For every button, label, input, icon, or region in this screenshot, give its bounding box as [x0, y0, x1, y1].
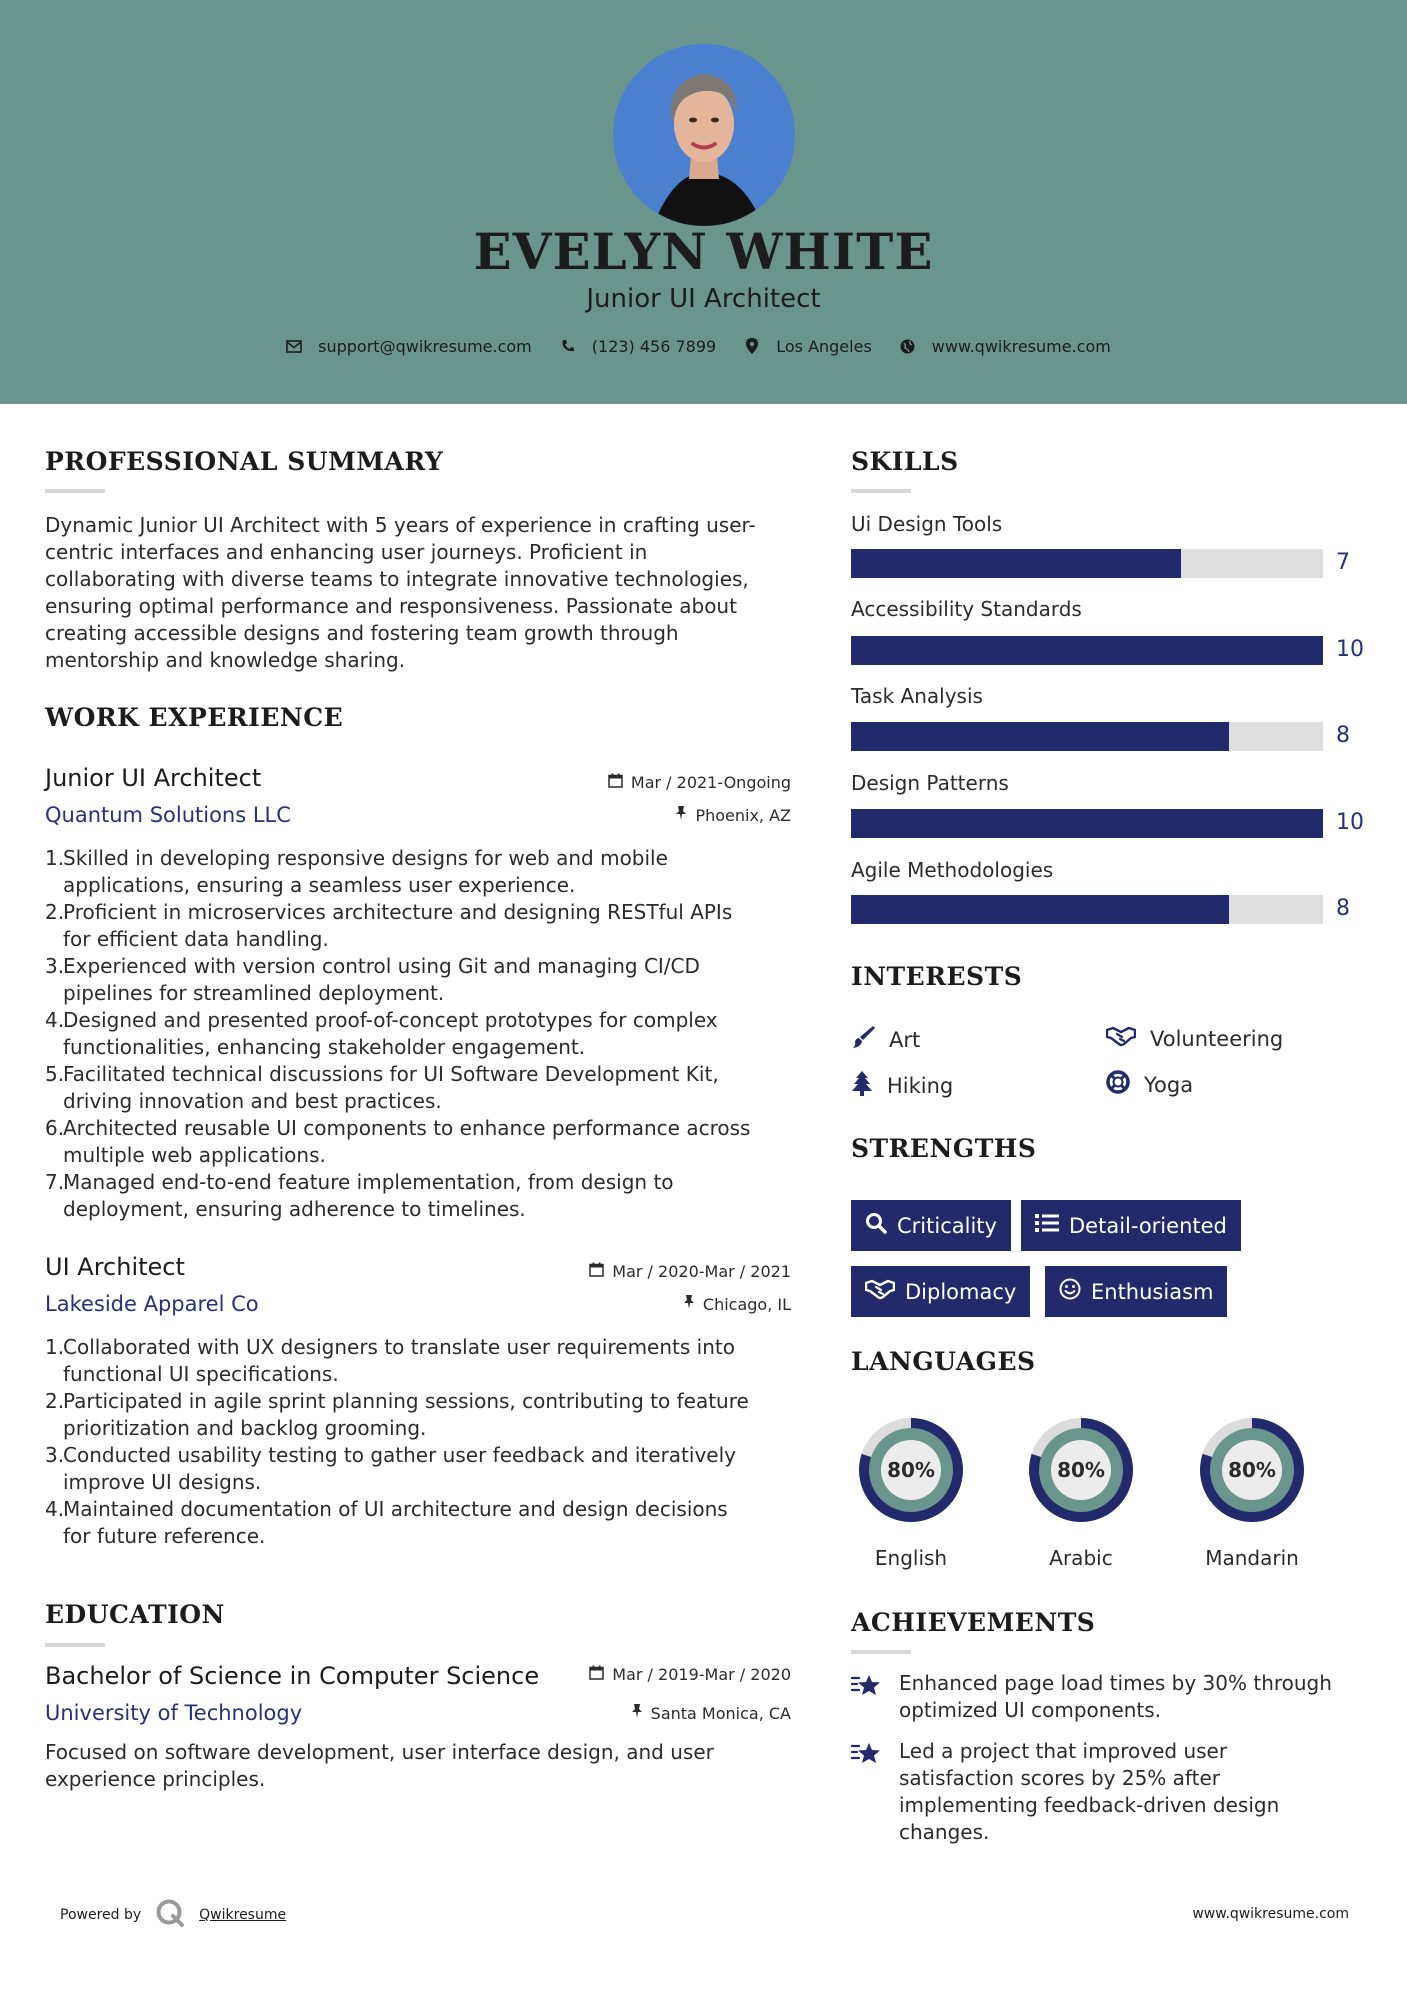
- languages-heading: LANGUAGES: [851, 1347, 1036, 1376]
- summary-line: mentorship and knowledge sharing.: [45, 648, 406, 672]
- strength-chip: [1021, 1200, 1241, 1251]
- achievements-heading: ACHIEVEMENTS: [851, 1608, 1096, 1637]
- smile-icon: [1059, 1278, 1081, 1305]
- tree-icon: [851, 1070, 873, 1101]
- skill-value: 8: [1336, 896, 1350, 921]
- strength-chip: [851, 1266, 1030, 1317]
- pin-icon: [675, 805, 687, 825]
- skill-value: 8: [1336, 723, 1350, 748]
- company-name: Quantum Solutions LLC: [45, 803, 291, 827]
- candidate-role: Junior UI Architect: [586, 284, 821, 314]
- interest-item: [851, 1070, 953, 1101]
- person-portrait-icon: [613, 44, 795, 226]
- skill-bar: [851, 636, 1323, 665]
- job-title: Junior UI Architect: [45, 764, 262, 792]
- strength-label: Diplomacy: [905, 1279, 1017, 1304]
- calendar-icon: [608, 773, 623, 792]
- contact-bar: [0, 336, 1407, 356]
- skill-name: Agile Methodologies: [851, 858, 1054, 882]
- gauge-percent-label: 80%: [1228, 1458, 1276, 1482]
- skills-divider: [851, 489, 911, 493]
- contact-email[interactable]: support@qwikresume.com: [318, 336, 532, 356]
- phone-icon: [558, 336, 578, 356]
- strength-chip: [851, 1200, 1011, 1251]
- interest-item: [1106, 1025, 1283, 1052]
- achievement-item: [851, 1670, 1371, 1724]
- globe-icon: [898, 336, 918, 356]
- interest-label: Yoga: [1144, 1072, 1194, 1097]
- education-date: [589, 1665, 791, 1684]
- summary-line: collaborating with diverse teams to integrate innovative technologies,: [45, 567, 749, 591]
- skill-value: 10: [1336, 637, 1364, 662]
- skill-name: Task Analysis: [851, 684, 983, 708]
- job-title: UI Architect: [45, 1253, 185, 1281]
- achievement-line: satisfaction scores by 25% after: [899, 1766, 1220, 1790]
- skill-bar-fill: [851, 722, 1229, 751]
- search-icon: [865, 1212, 887, 1239]
- qwikresume-logo-icon: [155, 1898, 185, 1932]
- language-item: [1192, 1410, 1312, 1570]
- star-ribbon-icon: [851, 1670, 883, 1724]
- education-date-text: Mar / 2019-Mar / 2020: [612, 1665, 791, 1684]
- strength-label: Detail-oriented: [1069, 1213, 1227, 1238]
- language-name: Arabic: [1049, 1546, 1113, 1570]
- experience-heading: WORK EXPERIENCE: [45, 703, 344, 732]
- job-location: [675, 805, 791, 825]
- education-description: [45, 1739, 805, 1793]
- summary-text: [45, 512, 805, 674]
- education-divider: [45, 1643, 105, 1647]
- language-name: Mandarin: [1205, 1546, 1299, 1570]
- education-heading: EDUCATION: [45, 1600, 225, 1629]
- skill-value: 7: [1336, 550, 1350, 575]
- job-duties: [45, 1334, 805, 1550]
- paintbrush-icon: [851, 1025, 875, 1054]
- list-item: 7. Managed end-to-end feature implementation, from design to deployment, ensuring adherence to timelines.: [45, 1170, 674, 1221]
- resume-header: [0, 0, 1407, 404]
- achievement-line: Enhanced page load times by 30% through: [899, 1671, 1332, 1695]
- gauge-percent-label: 80%: [1057, 1458, 1105, 1482]
- list-item: 4. Maintained documentation of UI architecture and design decisions for future reference.: [45, 1497, 728, 1548]
- education-location-text: Santa Monica, CA: [650, 1703, 791, 1723]
- skill-value: 10: [1336, 810, 1364, 835]
- list-item: 5. Facilitated technical discussions for UI Software Development Kit, driving innovation and best practices.: [45, 1062, 719, 1113]
- degree-title: Bachelor of Science in Computer Science: [45, 1662, 540, 1690]
- interest-label: Hiking: [887, 1073, 954, 1098]
- pin-icon: [631, 1703, 643, 1723]
- footer-powered-by: [60, 1898, 286, 1932]
- job-duties: [45, 845, 805, 1223]
- strengths-heading: STRENGTHS: [851, 1134, 1037, 1163]
- job-location-text: Phoenix, AZ: [695, 805, 791, 825]
- list-item: 1. Skilled in developing responsive designs for web and mobile applications, ensuring a seamless user experience.: [45, 846, 668, 897]
- handshake-icon: [865, 1278, 895, 1305]
- skill-bar-fill: [851, 549, 1181, 578]
- interest-label: Art: [889, 1027, 921, 1052]
- summary-line: creating accessible designs and fostering team growth through: [45, 621, 679, 645]
- calendar-icon: [589, 1665, 604, 1684]
- profile-photo: [613, 44, 795, 226]
- contact-website[interactable]: www.qwikresume.com: [931, 336, 1111, 356]
- language-gauge: [851, 1410, 971, 1530]
- list-item: 3. Conducted usability testing to gather user feedback and iteratively improve UI designs.: [45, 1443, 736, 1494]
- candidate-name: EVELYN WHITE: [473, 222, 934, 281]
- handshake-icon: [1106, 1025, 1136, 1052]
- list-item: 4. Designed and presented proof-of-concept prototypes for complex functionalities, enhancing stakeholder engagement.: [45, 1008, 718, 1059]
- star-ribbon-icon: [851, 1738, 883, 1846]
- list-item: 3. Experienced with version control using Git and managing CI/CD pipelines for streamlined deployment.: [45, 954, 700, 1005]
- summary-divider: [45, 489, 105, 493]
- education-line: Focused on software development, user interface design, and user: [45, 1740, 714, 1764]
- calendar-icon: [589, 1262, 604, 1281]
- language-name: English: [874, 1546, 948, 1570]
- contact-location: Los Angeles: [776, 336, 872, 356]
- skill-name: Ui Design Tools: [851, 512, 1003, 536]
- language-gauge: [1192, 1410, 1312, 1530]
- achievement-line: implementing feedback-driven design: [899, 1793, 1280, 1817]
- language-gauge: [1021, 1410, 1141, 1530]
- skill-bar: [851, 895, 1323, 924]
- skill-bar: [851, 549, 1323, 578]
- skill-bar-fill: [851, 895, 1229, 924]
- footer-brand-link[interactable]: Qwikresume: [199, 1907, 287, 1923]
- interests-heading: INTERESTS: [851, 962, 1023, 991]
- summary-line: centric interfaces and enhancing user journeys. Proficient in: [45, 540, 648, 564]
- list-item: 1. Collaborated with UX designers to translate user requirements into functional UI specifications.: [45, 1335, 735, 1386]
- list-icon: [1035, 1213, 1059, 1238]
- achievements-divider: [851, 1650, 911, 1654]
- skill-bar-fill: [851, 636, 1323, 665]
- job-date: [589, 1262, 791, 1281]
- list-item: 2. Participated in agile sprint planning sessions, contributing to feature prioritization and backlog grooming.: [45, 1389, 749, 1440]
- job-date: [608, 773, 791, 792]
- contact-phone[interactable]: (123) 456 7899: [591, 336, 717, 356]
- job-location: [683, 1294, 791, 1314]
- lifebuoy-icon: [1106, 1070, 1130, 1099]
- skills-heading: SKILLS: [851, 447, 959, 476]
- map-pin-icon: [742, 336, 762, 356]
- language-item: [1021, 1410, 1141, 1570]
- footer-website[interactable]: www.qwikresume.com: [1192, 1906, 1349, 1922]
- achievement-line: Led a project that improved user: [899, 1739, 1228, 1763]
- strength-label: Enthusiasm: [1091, 1279, 1214, 1304]
- achievement-line: optimized UI components.: [899, 1698, 1162, 1722]
- strength-chip: [1045, 1266, 1227, 1317]
- achievement-item: [851, 1738, 1371, 1846]
- interest-label: Volunteering: [1150, 1026, 1284, 1051]
- strength-label: Criticality: [897, 1213, 997, 1238]
- skill-bar: [851, 722, 1323, 751]
- envelope-icon: [284, 336, 304, 356]
- job-date-text: Mar / 2021-Ongoing: [630, 773, 791, 792]
- pin-icon: [683, 1294, 695, 1314]
- interest-item: [1106, 1070, 1193, 1099]
- list-item: 6. Architected reusable UI components to enhance performance across multiple web applications.: [45, 1116, 751, 1167]
- skill-name: Accessibility Standards: [851, 597, 1082, 621]
- skill-bar: [851, 809, 1323, 838]
- school-name: University of Technology: [45, 1701, 303, 1725]
- company-name: Lakeside Apparel Co: [45, 1292, 259, 1316]
- skill-bar-fill: [851, 809, 1323, 838]
- skill-name: Design Patterns: [851, 771, 1009, 795]
- summary-line: Dynamic Junior UI Architect with 5 years of experience in crafting user-: [45, 513, 756, 537]
- list-item: 2. Proficient in microservices architecture and designing RESTful APIs for efficient data handling.: [45, 900, 733, 951]
- education-location: [631, 1703, 791, 1723]
- job-date-text: Mar / 2020-Mar / 2021: [612, 1262, 791, 1281]
- interest-item: [851, 1025, 920, 1054]
- education-line: experience principles.: [45, 1767, 266, 1791]
- powered-by-label: Powered by: [60, 1907, 142, 1923]
- job-location-text: Chicago, IL: [702, 1294, 791, 1314]
- gauge-percent-label: 80%: [887, 1458, 935, 1482]
- achievement-line: changes.: [899, 1820, 990, 1844]
- summary-line: ensuring optimal performance and responsiveness. Passionate about: [45, 594, 737, 618]
- language-item: [851, 1410, 971, 1570]
- summary-heading: PROFESSIONAL SUMMARY: [45, 447, 444, 476]
